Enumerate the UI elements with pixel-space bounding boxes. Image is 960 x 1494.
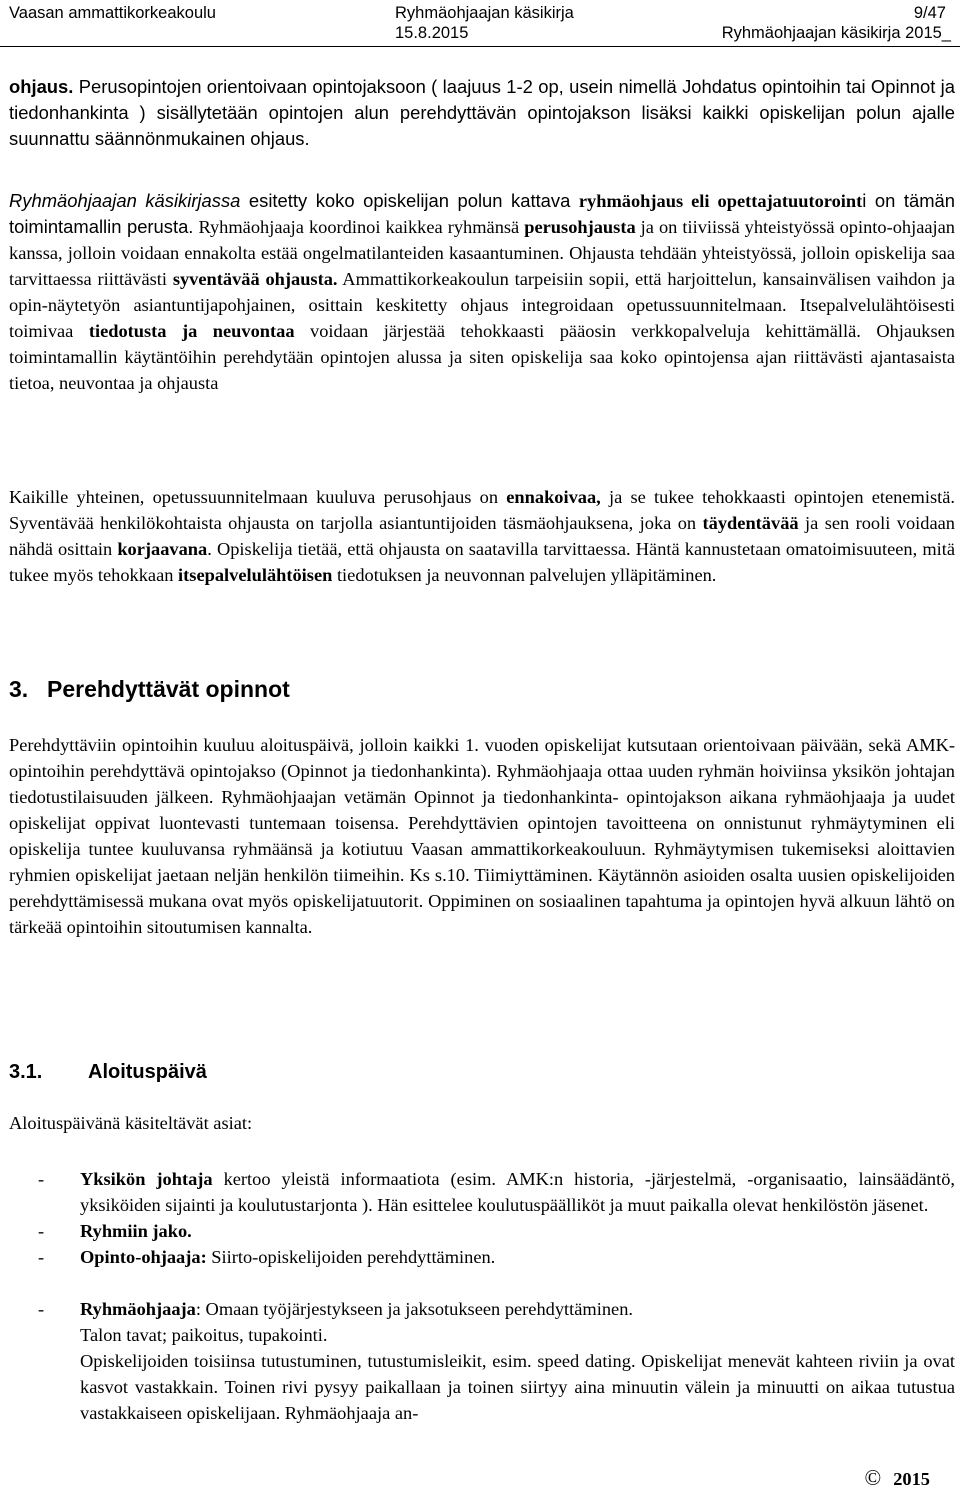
list-spacer <box>9 1270 955 1296</box>
header-page-number: 9/47 <box>913 4 946 22</box>
section-3-title: Perehdyttävät opinnot <box>47 676 290 702</box>
list-item: - Yksikön johtaja kertoo yleistä informaatiota (esim. AMK:n historia, -järjestelmä, -organisaatio, lainsäädäntö, yksiköiden sijainti ja koulutustarjonta ). Hän esittelee koulutuspäälliköt ja muut paikalla olevat henkilöstön jäsenet. <box>38 1169 955 1215</box>
header-institution: Vaasan ammattikorkeakoulu <box>9 4 216 22</box>
section-3-1-heading <box>9 1058 207 1086</box>
copyright-icon: © <box>864 1465 882 1490</box>
intro-paragraph <box>9 74 955 152</box>
handbook-title-italic: Ryhmäohjaajan käsikirjassa <box>9 190 241 211</box>
section-3-1-number: 3.1. <box>9 1061 43 1083</box>
header-date: 15.8.2015 <box>395 24 469 42</box>
header-divider <box>0 46 960 47</box>
list-item: - Ryhmäohjaaja: Omaan työjärjestykseen ja jaksotukseen perehdyttäminen. <box>38 1299 633 1319</box>
perusohjaus-paragraph: Kaikille yhteinen, opetussuunnitelmaan kuuluva perusohjaus on ennakoivaa, ja se tukee tehokkaasti opintojen etenemistä. Syventävää henkilökohtaista ohjausta on tarjolla asiantuntijoiden täsmäohjauksena, joka on täydentävää ja sen rooli voidaan nähdä osittain korjaavana. Opiskelija tietää, että ohjausta on saatavilla tarvittaessa. Häntä kannustetaan omatoimisuuteen, mitä tukee myös tehokkaan itsepalvelulähtöisen tiedotuksen ja neuvonnan palvelujen ylläpitäminen. <box>9 487 956 585</box>
section-3-1-intro: Aloituspäivänä käsiteltävät asiat: <box>9 1113 253 1133</box>
intro-lead: ohjaus. <box>9 76 74 97</box>
list-item-continuation: Opiskelijoiden toisiinsa tutustuminen, tutustumisleikit, esim. speed dating. Opiskelijat menevät kahteen riviin ja ovat kasvot vastakkain. Toinen rivi pysyy paikallaan ja toinen siirtyy aina minuutin välein ja minuutti on aikaa tutustua vastakkaiseen opiskelijaan. Ryhmäohjaaja an- <box>80 1351 955 1423</box>
section-3-paragraph: Perehdyttäviin opintoihin kuuluu aloituspäivä, jolloin kaikki 1. vuoden opiskelijat kutsutaan orientoivaan päivään, sekä AMK-opintoihin perehdyttävä opintojakso (Opinnot ja tiedonhankinta). Ryhmäohjaaja ottaa uuden ryhmän hoiviinsa yksikön johtajan tiedotustilaisuuden jälkeen. Ryhmäohjaajan vetämän Opinnot ja tiedonhankinta- opintojakson aikana ryhmäohjaaja ja uudet opiskelijat oppivat luontevasti tuntemaan toisensa. Perehdyttävien opintojen tavoitteena on onnistunut ryhmäytyminen eli opiskelija tuntee kuuluvansa ryhmäänsä ja kotiutuu Vaasan ammattikorkeakouluun. Ryhmäytymisen tukemiseksi aloittavien ryhmien opiskelijat jaetaan neljän henkilön tiimeihin. Ks s.10. Tiimiyttäminen. Käytännön asioiden osalta uusien opiskelijoiden perehdyttämisessä mukana ovat myös opiskelijatuutorit. Oppiminen on sosiaalinen tapahtuma ja opintojen hyvä alkuun lähtö on tärkeää opintoihin sitoutumisen kannalta. <box>9 735 955 937</box>
aloituspaiva-list <box>9 1166 955 1426</box>
list-item-continuation: Talon tavat; paikoitus, tupakointi. <box>80 1325 328 1345</box>
copyright-footer <box>865 1466 931 1491</box>
section-3-number: 3. <box>9 676 29 702</box>
section-3-heading <box>9 674 290 704</box>
intro-text: Perusopintojen orientoivaan opintojaksoon ( laajuus 1-2 op, usein nimellä Johdatus opintoihin tai Opinnot ja tiedonhankinta ) sisällytetään opintojen alun perehdyttävän opintojakson lisäksi kaikki opiskelijan polun ajalle suunnattu säännönmukainen ohjaus. <box>9 76 955 149</box>
list-item: - Opinto-ohjaaja: Siirto-opiskelijoiden perehdyttäminen. <box>38 1247 496 1267</box>
list-item: - Ryhmiin jako. <box>38 1221 192 1241</box>
section-3-1-title: Aloituspäivä <box>88 1061 207 1083</box>
header-document-title: Ryhmäohjaajan käsikirja <box>395 4 574 22</box>
ryhmaohjaus-paragraph: Ryhmäohjaajan käsikirjassa esitetty koko opiskelijan polun kattava ryhmäohjaus eli opettajatuutorointi on tämän toimintamallin perusta. Ryhmäohjaaja koordinoi kaikkea ryhmänsä perusohjausta ja on tiiviissä yhteistyössä opinto-ohjaajan kanssa, jolloin voidaan ennakolta estää ongelmatilanteiden kasaantuminen. Ohjausta tehdään yhteistyössä, jolloin opiskelija saa tarvittaessa riittävästi syventävää ohjausta. Ammattikorkeakoulun tarpeisiin sopii, että harjoittelun, kansainvälisen vaihdon ja opin-näytetyön asiantuntijapohjainen, osittain keskitetty ohjaus integroidaan opetussuunnitelmaan. Itsepalvelulähtöisesti toimivaa tiedotusta ja neuvontaa voidaan järjestää tehokkaasti pääosin verkkopalveluja kehittämällä. Ohjauksen toimintamallin käytäntöihin perehdytään opintojen alussa ja siten opiskelija saa koko opintojensa ajan riittävästi ajantasaista tietoa, neuvontaa ja ohjausta <box>9 190 956 393</box>
header-document-version: Ryhmäohjaajan käsikirja 2015_ <box>721 24 951 42</box>
copyright-year: 2015 <box>893 1469 930 1489</box>
